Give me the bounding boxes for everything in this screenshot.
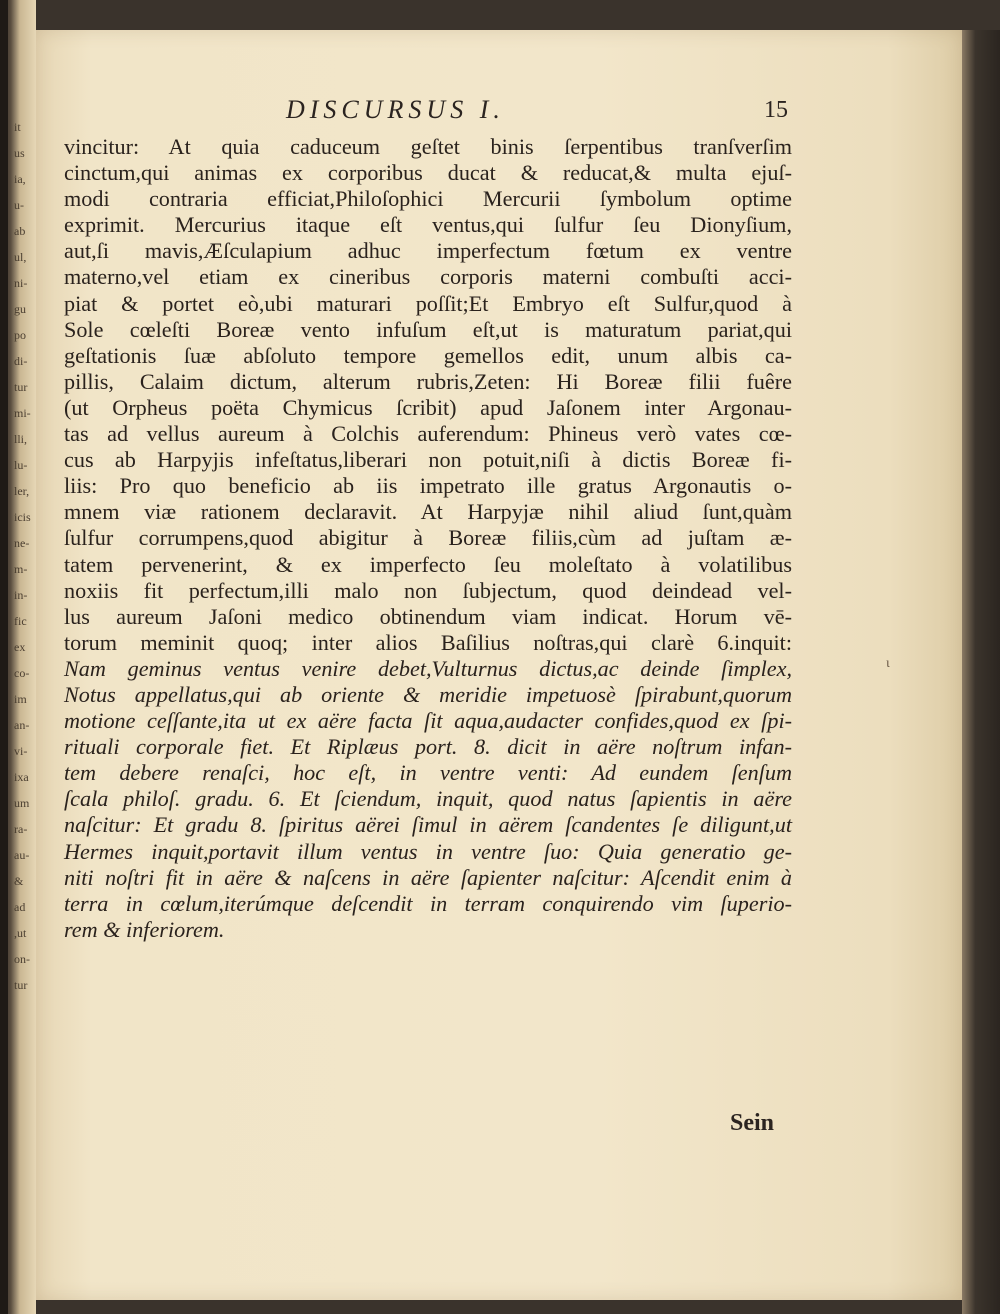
previous-page-text-fragments (14, 0, 36, 1314)
previous-page-fragment: ra- (14, 822, 28, 836)
text-line: terra in cœlum,iterúmque deſcendit in terram conquirendo vim ſuperio- (64, 890, 792, 916)
previous-page-fragment: ex (14, 640, 26, 654)
previous-page-fragment: tur (14, 380, 28, 394)
text-line: Sole cœleſti Boreæ vento infuſum eſt,ut is maturatum pariat,qui (64, 316, 792, 342)
previous-page-fragment: gu (14, 302, 26, 316)
page-number: 15 (764, 97, 788, 123)
text-line: aut,ſi mavis,Æſculapium adhuc imperfectum fœtum ex ventre (64, 238, 792, 264)
previous-page-fragment: us (14, 146, 25, 160)
previous-page-fragment: ul, (14, 250, 27, 264)
previous-page-fragment: ad (14, 900, 26, 914)
previous-page-fragment: & (14, 874, 24, 888)
previous-page-fragment: co- (14, 666, 30, 680)
previous-page-fragment: po (14, 328, 26, 342)
text-line: Notus appellatus,qui ab oriente & meridie impetuosè ſpirabunt,quorum (64, 681, 792, 707)
previous-page-fragment: im (14, 692, 27, 706)
text-line: materno,vel etiam ex cineribus corporis materni combuſti acci- (64, 264, 792, 290)
previous-page-fragment: an- (14, 718, 30, 732)
text-line: liis: Pro quo beneficio ab iis impetrato ille gratus Argonautis o- (64, 473, 792, 499)
previous-page-fragment: in- (14, 588, 28, 602)
text-line: cinctum,qui animas ex corporibus ducat & reducat,& multa ejuſ- (64, 160, 792, 186)
text-line: niti noſtri fit in aëre & naſcens in aëre ſapienter naſcitur: Aſcendit enim à (64, 864, 792, 890)
text-line: modi contraria efficiat,Philoſophici Mercurii ſymbolum optime (64, 186, 792, 212)
text-line: naſcitur: Et gradu 8. ſpiritus aërei ſimul in aërem ſcandentes ſe diligunt,ut (64, 812, 792, 838)
book-gutter (0, 0, 8, 1314)
text-line: rituali corporale fiet. Et Riplæus port. 8. dicit in aëre noſtrum infan- (64, 734, 792, 760)
text-line: piat & portet eò,ubi maturari poſſit;Et Embryo eſt Sulfur,quod à (64, 290, 792, 316)
previous-page-fragment: um (14, 796, 30, 810)
text-line: lus aureum Jaſoni medico obtinendum viam indicat. Horum vē- (64, 603, 792, 629)
previous-page-fragment: mi- (14, 406, 31, 420)
text-line: mnem viæ rationem declaravit. At Harpyjæ nihil aliud ſunt,quàm (64, 499, 792, 525)
text-line: (ut Orpheus poëta Chymicus ſcribit) apud Jaſonem inter Argonau- (64, 394, 792, 420)
text-line: pillis, Calaim dictum, alterum rubris,Zeten: Hi Boreæ filii fuêre (64, 368, 792, 394)
text-line: exprimit. Mercurius itaque eſt ventus,qui ſulfur ſeu Dionyſium, (64, 212, 792, 238)
text-line: ſulfur corrumpens,quod abigitur à Boreæ filiis,cùm ad juſtam æ- (64, 525, 792, 551)
previous-page-fragment: ia, (14, 172, 26, 186)
previous-page-fragment: lli, (14, 432, 28, 446)
previous-page-fragment: lu- (14, 458, 28, 472)
text-line: cus ab Harpyjis infeſtatus,liberari non potuit,niſi à dictis Boreæ fi- (64, 447, 792, 473)
text-line: tem debere renaſci, hoc eſt, in ventre venti: Ad eundem ſenſum (64, 760, 792, 786)
text-line: rem & inferiorem. (64, 916, 225, 942)
previous-page-fragment: it (14, 120, 21, 134)
body-text (64, 134, 792, 943)
previous-page-fragment: u- (14, 198, 24, 212)
previous-page-fragment: di- (14, 354, 28, 368)
previous-page-fragment: au- (14, 848, 30, 862)
previous-page-fragment: icis (14, 510, 31, 524)
text-line: ſcala philoſ. gradu. 6. Et ſciendum, inquit, quod natus ſapientis in aëre (64, 786, 792, 812)
previous-page-fragment: fic (14, 614, 27, 628)
page-header (286, 95, 786, 135)
text-line: Hermes inquit,portavit illum ventus in ventre ſuo: Quia generatio ge- (64, 838, 792, 864)
text-line: tas ad vellus aureum à Colchis auferendum: Phineus verò vates cœ- (64, 421, 792, 447)
previous-page-fragment: ixa (14, 770, 29, 784)
previous-page-fragment: ,ut (14, 926, 27, 940)
text-line: tatem pervenerint, & ex imperfecto ſeu moleſtato à volatilibus (64, 551, 792, 577)
previous-page-fragment: vi- (14, 744, 28, 758)
previous-page-fragment: on- (14, 952, 30, 966)
text-line: geſtationis ſuæ abſoluto tempore gemellos edit, unum albis ca- (64, 342, 792, 368)
page-shadow-edge (962, 30, 1000, 1314)
text-line: vincitur: At quia caduceum geſtet binis ſerpentibus tranſverſim (64, 134, 792, 159)
text-line: noxiis fit perfectum,illi malo non ſubjectum, quod deindead vel- (64, 577, 792, 603)
running-head: DISCURSUS I. (286, 95, 505, 124)
text-line: Nam geminus ventus venire debet,Vulturnus dictus,ac deinde ſimplex, (64, 655, 792, 681)
margin-mark: ι (886, 656, 890, 671)
previous-page-fragment: ni- (14, 276, 28, 290)
previous-page-fragment: ler, (14, 484, 30, 498)
text-line: torum meminit quoq; inter alios Baſilius noſtras,qui clarè 6.inquit: (64, 629, 792, 655)
catchword: Sein (730, 1110, 775, 1136)
previous-page-fragment: m- (14, 562, 28, 576)
previous-page-fragment: ne- (14, 536, 30, 550)
previous-page-fragment: tur (14, 978, 28, 992)
text-line: motione ceſſante,ita ut ex aëre facta ſit aqua,audacter confides,quod ex ſpi- (64, 708, 792, 734)
previous-page-fragment: ab (14, 224, 26, 238)
